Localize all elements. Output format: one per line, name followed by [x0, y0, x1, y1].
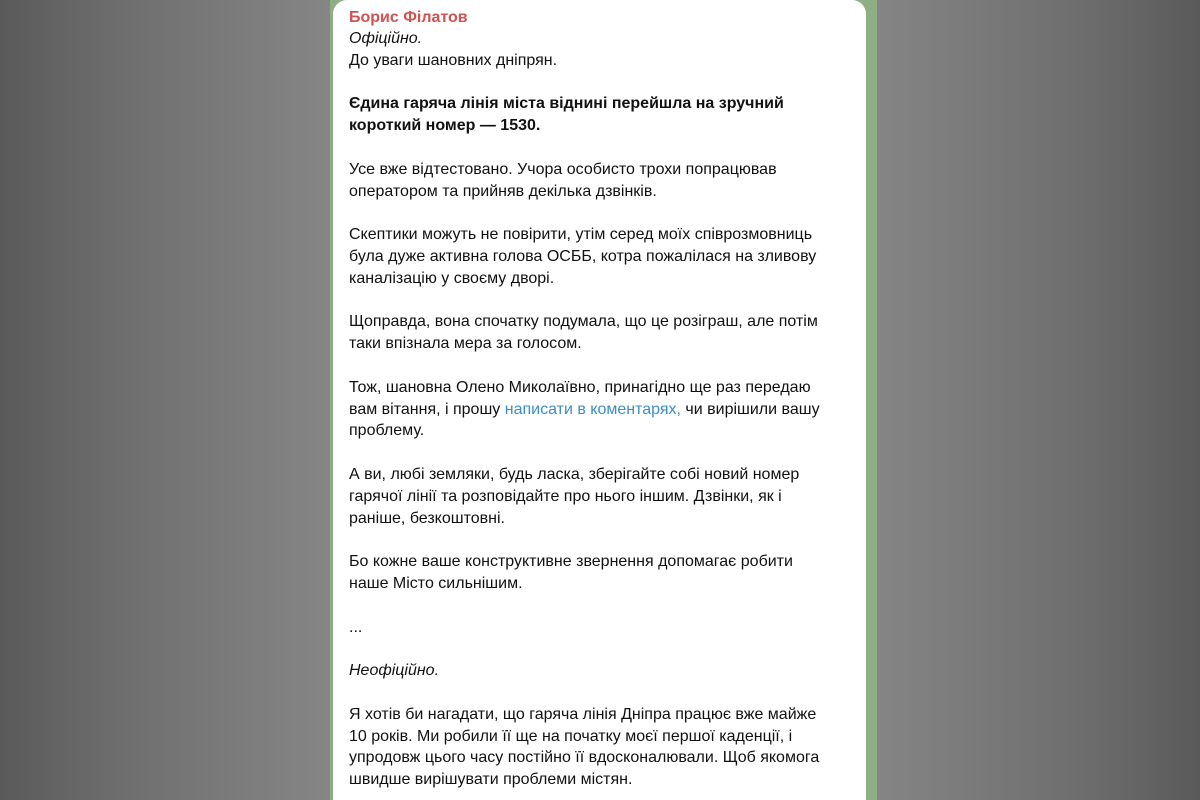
message-paragraph: Скептики можуть не повірити, утім серед моїх співрозмовниць була дуже активна голова ОСББ, котра пожалілася на зливову каналізацію у своєму дворі.: [349, 226, 817, 287]
message-paragraph-with-link: [349, 377, 850, 442]
message-text: Тож, шановна Олено Миколаївно, принагідно ще раз передаю вам вітання, і прошу: [349, 378, 811, 418]
paragraph-gap: [349, 529, 850, 551]
paragraph-gap: [349, 682, 850, 704]
paragraph-gap: [349, 638, 850, 660]
paragraph-gap: [349, 290, 850, 312]
paragraph-gap: [349, 442, 850, 464]
message-text: чи вирішили вашу проблему.: [349, 400, 820, 440]
paragraph-gap: [349, 355, 850, 377]
message-paragraph: Неофіційно.: [349, 662, 440, 680]
message-paragraph: Бо кожне ваше конструктивне звернення допомагає робити наше Місто сильнішим.: [349, 553, 793, 592]
message-paragraph-bold: Єдина гаряча лінія міста віднині перейшла на зручний короткий номер — 1530.: [349, 95, 784, 135]
message-paragraph: Усе вже відтестовано. Учора особисто трохи попрацював оператором та прийняв декілька дзвінків.: [349, 160, 777, 200]
paragraph-gap: [349, 72, 850, 94]
comments-link[interactable]: написати в коментарях,: [504, 400, 681, 418]
message-paragraph: Офіційно.: [349, 30, 423, 47]
paragraph-gap: [349, 202, 850, 224]
message-paragraph: Я хотів би нагадати, що гаряча лінія Дніпра працює вже майже 10 років. Ми робили її ще на початку моєї першої каденції, і упродовж цього часу постійно її вдосконалювали. Щоб якомога швидше вирішувати проблеми містян.: [349, 705, 820, 789]
message-paragraph: До уваги шановних дніпрян.: [349, 51, 558, 69]
message-paragraph: Щоправда, вона спочатку подумала, що це розіграш, але потім таки впізнала мера за голосом.: [349, 313, 818, 353]
sender-name[interactable]: Борис Філатов: [349, 9, 468, 26]
paragraph-gap: [349, 595, 850, 617]
message-bubble: [333, 0, 866, 800]
paragraph-gap: [349, 137, 850, 159]
message-paragraph: ...: [349, 618, 363, 636]
message-paragraph: А ви, любі земляки, будь ласка, зберігайте собі новий номер гарячої лінії та розповідайте про нього іншим. Дзвінки, як і раніше, безкоштовні.: [349, 465, 800, 527]
